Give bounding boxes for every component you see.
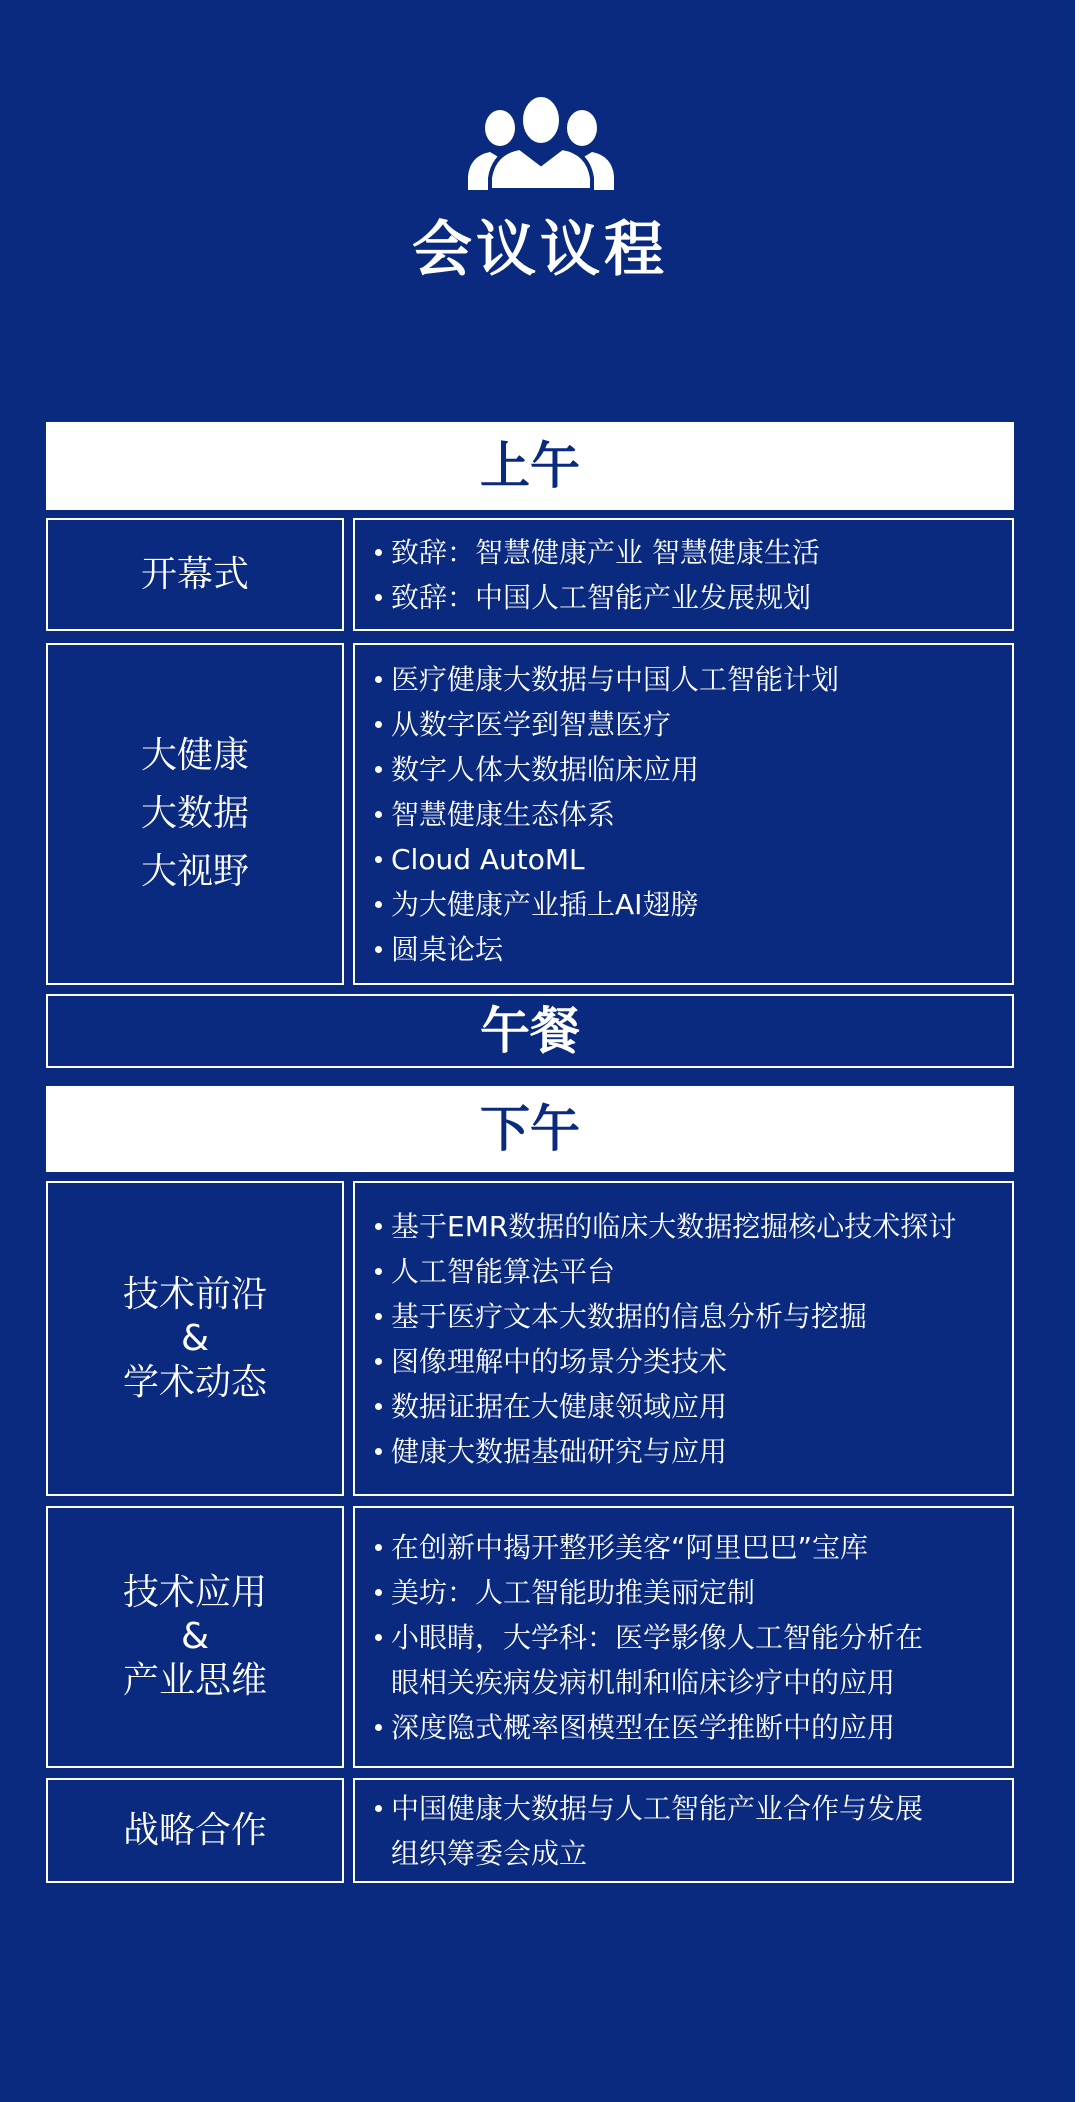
agenda-row-label bbox=[46, 643, 344, 985]
agenda-item: 圆桌论坛 bbox=[373, 927, 1004, 972]
page-title: 会议议程 bbox=[412, 215, 668, 285]
agenda-item: 基于医疗文本大数据的信息分析与挖掘 bbox=[373, 1294, 1004, 1339]
agenda-row-items bbox=[353, 643, 1014, 985]
label-line: 战略合作 bbox=[122, 1809, 267, 1851]
agenda-row-items bbox=[353, 518, 1014, 631]
agenda-row-label bbox=[46, 1181, 344, 1496]
agenda-item: 为大健康产业插上AI翅膀 bbox=[373, 882, 1004, 927]
right-edge-strip bbox=[1075, 0, 1080, 2102]
afternoon-band: 下午 bbox=[46, 1086, 1014, 1172]
people-group-icon bbox=[462, 92, 620, 190]
agenda-item-continuation: 组织筹委会成立 bbox=[391, 1836, 588, 1870]
label-line: 学术动态 bbox=[122, 1361, 267, 1403]
agenda-item: 图像理解中的场景分类技术 bbox=[373, 1339, 1004, 1384]
agenda-row-items bbox=[353, 1181, 1014, 1496]
agenda-item: 智慧健康生态体系 bbox=[373, 792, 1004, 837]
agenda-item-continuation: 眼相关疾病发病机制和临床诊疗中的应用 bbox=[391, 1665, 896, 1699]
agenda-item: 健康大数据基础研究与应用 bbox=[373, 1429, 1004, 1474]
agenda-item: 数字人体大数据临床应用 bbox=[373, 747, 1004, 792]
lunch-band: 午餐 bbox=[46, 994, 1014, 1068]
agenda-item: 致辞：中国人工智能产业发展规划 bbox=[373, 575, 1004, 620]
agenda-row-label bbox=[46, 1506, 344, 1768]
agenda-item: 人工智能算法平台 bbox=[373, 1249, 1004, 1294]
label-line: 技术应用 bbox=[122, 1572, 267, 1613]
agenda-item: 在创新中揭开整形美客“阿里巴巴”宝库 bbox=[373, 1525, 1004, 1570]
label-line: 大健康 bbox=[140, 735, 249, 776]
label-line: & bbox=[180, 1616, 210, 1657]
morning-band: 上午 bbox=[46, 422, 1014, 510]
agenda-row-items bbox=[353, 1778, 1014, 1883]
agenda-item: 数据证据在大健康领域应用 bbox=[373, 1384, 1004, 1429]
label-line: 产业思维 bbox=[122, 1660, 267, 1701]
agenda-item: 致辞：智慧健康产业 智慧健康生活 bbox=[373, 530, 1004, 575]
agenda-item: 深度隐式概率图模型在医学推断中的应用 bbox=[373, 1705, 1004, 1750]
agenda-item: 小眼睛，大学科：医学影像人工智能分析在 bbox=[373, 1615, 1004, 1660]
agenda-item: 从数字医学到智慧医疗 bbox=[373, 702, 1004, 747]
agenda-row-items bbox=[353, 1506, 1014, 1768]
agenda-item: 中国健康大数据与人工智能产业合作与发展 bbox=[373, 1786, 1004, 1831]
label-line: 大数据 bbox=[140, 793, 249, 834]
agenda-item: 基于EMR数据的临床大数据挖掘核心技术探讨 bbox=[373, 1204, 1004, 1249]
label-line: 开幕式 bbox=[140, 553, 249, 595]
label-line: 大视野 bbox=[140, 851, 249, 892]
agenda-item: Cloud AutoML bbox=[373, 837, 1004, 882]
agenda-row-label bbox=[46, 518, 344, 631]
agenda-row-label bbox=[46, 1778, 344, 1883]
label-line: & bbox=[180, 1317, 210, 1359]
label-line: 技术前沿 bbox=[122, 1273, 267, 1315]
agenda-item: 美坊：人工智能助推美丽定制 bbox=[373, 1570, 1004, 1615]
agenda-item: 医疗健康大数据与中国人工智能计划 bbox=[373, 657, 1004, 702]
